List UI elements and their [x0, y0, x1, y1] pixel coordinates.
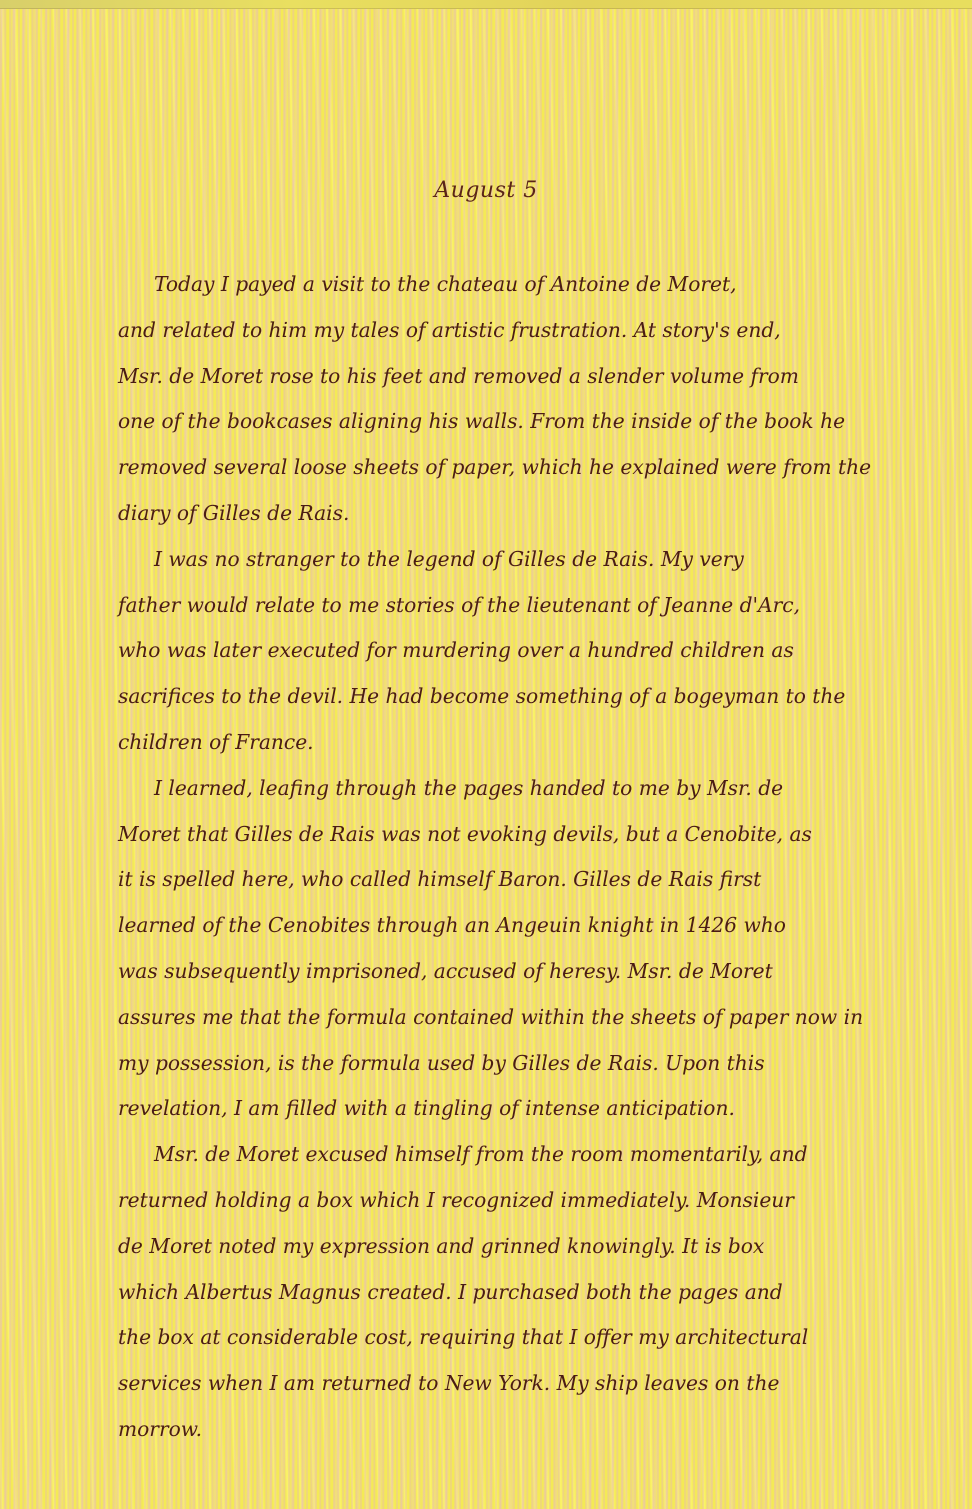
- paragraph-3: [118, 766, 943, 1132]
- diary-date: August 5: [434, 178, 538, 203]
- text-line: Msr. de Moret rose to his feet and removed a slender volume from: [118, 363, 799, 388]
- diary-entry-body: [118, 262, 943, 1453]
- text-line: de Moret noted my expression and grinned knowingly. It is box: [118, 1233, 765, 1258]
- text-line: Today I payed a visit to the chateau of Antoine de Moret,: [154, 272, 737, 296]
- text-line: one of the bookcases aligning his walls. From the inside of the book he: [118, 409, 846, 434]
- text-line: I was no stranger to the legend of Gilles de Rais. My very: [154, 546, 744, 571]
- text-line: Msr. de Moret excused himself from the room momentarily, and: [154, 1142, 808, 1167]
- text-line: and related to him my tales of artistic frustration. At story's end,: [118, 317, 781, 342]
- text-line: returned holding a box which I recognized immediately. Monsieur: [118, 1187, 794, 1212]
- text-line: which Albertus Magnus created. I purchased both the pages and: [118, 1279, 783, 1304]
- text-line: was subsequently imprisoned, accused of heresy. Msr. de Moret: [118, 958, 773, 983]
- text-line: services when I am returned to New York. My ship leaves on the: [118, 1371, 780, 1396]
- text-line: father would relate to me stories of the lieutenant of Jeanne d'Arc,: [118, 592, 800, 617]
- text-line: revelation, I am filled with a tingling of intense anticipation.: [118, 1096, 735, 1121]
- text-line: removed several loose sheets of paper, which he explained were from the: [118, 455, 872, 480]
- text-line: who was later executed for murdering over a hundred children as: [118, 638, 794, 663]
- text-line: sacrifices to the devil. He had become something of a bogeyman to the: [118, 684, 846, 709]
- paragraph-4: [118, 1132, 943, 1453]
- text-line: diary of Gilles de Rais.: [118, 500, 350, 525]
- top-edge-strip: [0, 0, 972, 9]
- text-line: assures me that the formula contained within the sheets of paper now in: [118, 1004, 864, 1029]
- paragraph-2: [118, 537, 943, 766]
- text-line: children of France.: [118, 729, 314, 754]
- text-line: I learned, leafing through the pages handed to me by Msr. de: [154, 775, 784, 800]
- paragraph-1: [118, 262, 943, 537]
- text-line: morrow.: [118, 1416, 203, 1441]
- text-line: Moret that Gilles de Rais was not evoking devils, but a Cenobite, as: [118, 821, 812, 846]
- text-line: the box at considerable cost, requiring that I offer my architectural: [118, 1325, 809, 1350]
- text-line: it is spelled here, who called himself Baron. Gilles de Rais first: [118, 867, 762, 892]
- text-line: learned of the Cenobites through an Angeuin knight in 1426 who: [118, 913, 786, 938]
- text-line: my possession, is the formula used by Gilles de Rais. Upon this: [118, 1050, 765, 1075]
